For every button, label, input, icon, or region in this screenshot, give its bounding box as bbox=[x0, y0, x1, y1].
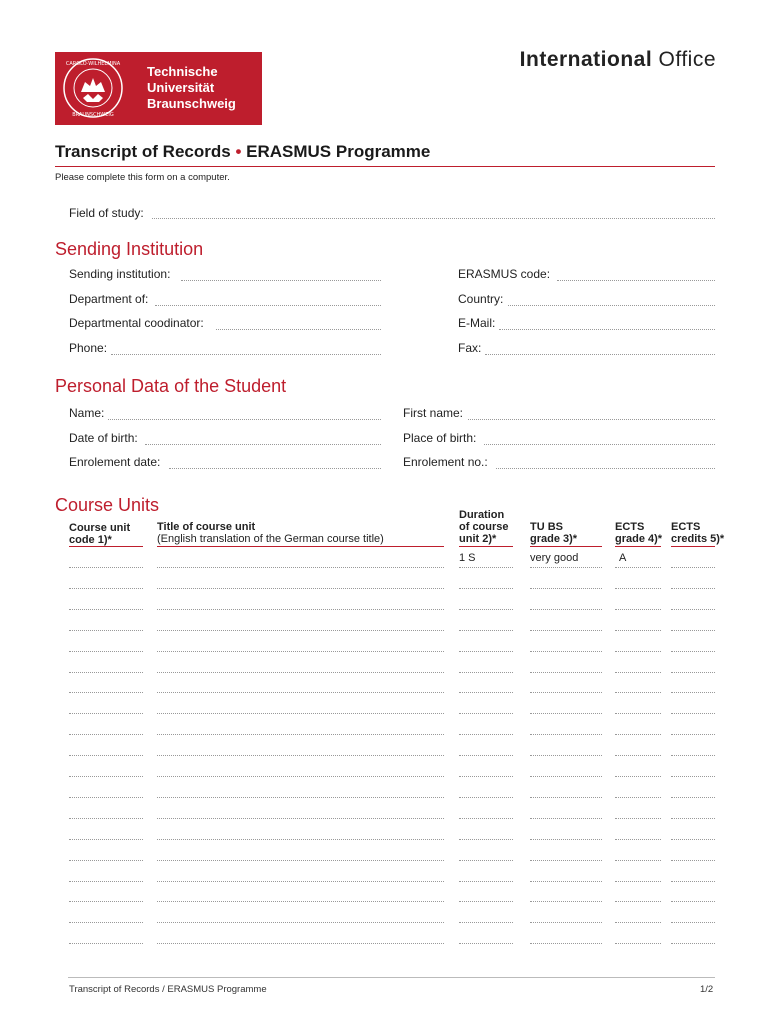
name-label: Name: bbox=[69, 406, 105, 420]
header-course-code bbox=[69, 522, 130, 546]
course-row-code-field[interactable] bbox=[69, 588, 143, 589]
course-row-ects-grade-field[interactable] bbox=[615, 881, 661, 882]
course-row-grade-field[interactable] bbox=[530, 797, 602, 798]
date-of-birth-field[interactable] bbox=[145, 444, 381, 445]
course-row-grade-field[interactable] bbox=[530, 901, 602, 902]
course-row-title-field[interactable] bbox=[157, 692, 444, 693]
course-row-credits-field[interactable] bbox=[671, 609, 715, 610]
course-row-ects-grade-field[interactable] bbox=[615, 734, 661, 735]
course-row-code-field[interactable] bbox=[69, 630, 143, 631]
header-rule bbox=[530, 546, 602, 547]
section-personal-data: Personal Data of the Student bbox=[55, 376, 287, 396]
course-row-code-field[interactable] bbox=[69, 860, 143, 861]
course-row-code-field[interactable] bbox=[69, 651, 143, 652]
department-field[interactable] bbox=[155, 305, 381, 306]
country-label: Country: bbox=[458, 292, 504, 306]
course-row-code-field[interactable] bbox=[69, 713, 143, 714]
course-row-code-field[interactable] bbox=[69, 776, 143, 777]
footer-left: Transcript of Records / ERASMUS Programme bbox=[69, 984, 267, 995]
header-rule bbox=[459, 546, 513, 547]
header-rule bbox=[157, 546, 444, 547]
course-row-credits-field[interactable] bbox=[671, 734, 715, 735]
course-row-title-field[interactable] bbox=[157, 567, 444, 568]
course-row-credits-field[interactable] bbox=[671, 755, 715, 756]
course-row-grade-field[interactable] bbox=[530, 943, 602, 944]
course-row-duration-field[interactable] bbox=[459, 713, 513, 714]
course-row-ects-grade-field[interactable] bbox=[615, 692, 661, 693]
course-row-ects-grade-field[interactable] bbox=[615, 860, 661, 861]
course-row-title-field[interactable] bbox=[157, 860, 444, 861]
row1-ects-grade[interactable]: A bbox=[619, 552, 627, 564]
course-row-title-field[interactable] bbox=[157, 922, 444, 923]
course-row-title-field[interactable] bbox=[157, 776, 444, 777]
course-row-title-field[interactable] bbox=[157, 755, 444, 756]
course-row-duration-field[interactable] bbox=[459, 839, 513, 840]
title-bullet: • bbox=[235, 142, 242, 161]
course-row-credits-field[interactable] bbox=[671, 713, 715, 714]
header-line: ECTS bbox=[615, 521, 645, 533]
course-row-ects-grade-field[interactable] bbox=[615, 651, 661, 652]
course-row-duration-field[interactable] bbox=[459, 588, 513, 589]
course-row-duration-field[interactable] bbox=[459, 943, 513, 944]
section-sending-institution: Sending Institution bbox=[55, 239, 204, 259]
name-field[interactable] bbox=[108, 419, 381, 420]
course-row-credits-field[interactable] bbox=[671, 651, 715, 652]
title-part2: ERASMUS Programme bbox=[246, 142, 431, 161]
course-row-ects-grade-field[interactable] bbox=[615, 755, 661, 756]
logo-wordmark bbox=[147, 64, 236, 112]
header-rule bbox=[671, 546, 715, 547]
course-row-code-field[interactable] bbox=[69, 567, 143, 568]
course-row-ects-grade-field[interactable] bbox=[615, 839, 661, 840]
header-rule bbox=[69, 546, 143, 547]
course-row-grade-field[interactable] bbox=[530, 588, 602, 589]
logo-line: Technische bbox=[147, 64, 218, 79]
place-of-birth-field[interactable] bbox=[484, 444, 715, 445]
course-row-ects-grade-field[interactable] bbox=[615, 797, 661, 798]
row1-grade[interactable]: very good bbox=[530, 552, 579, 564]
sending-institution-label: Sending institution: bbox=[69, 267, 171, 281]
enrolment-no-field[interactable] bbox=[496, 468, 715, 469]
header-ects-grade bbox=[615, 521, 662, 545]
enrolment-date-field[interactable] bbox=[169, 468, 381, 469]
course-row-grade-field[interactable] bbox=[530, 672, 602, 673]
course-row-duration-field[interactable] bbox=[459, 860, 513, 861]
header-line: ECTS bbox=[671, 521, 701, 533]
course-row-code-field[interactable] bbox=[69, 839, 143, 840]
course-row-ects-grade-field[interactable] bbox=[615, 943, 661, 944]
course-row-grade-field[interactable] bbox=[530, 630, 602, 631]
email-label: E-Mail: bbox=[458, 316, 496, 330]
course-row-grade-field[interactable] bbox=[530, 839, 602, 840]
header-rule bbox=[615, 546, 661, 547]
instruction-text: Please complete this form on a computer. bbox=[55, 172, 230, 183]
email-field[interactable] bbox=[499, 329, 715, 330]
course-row-code-field[interactable] bbox=[69, 943, 143, 944]
course-row-title-field[interactable] bbox=[157, 651, 444, 652]
header-line: unit 2)* bbox=[459, 533, 497, 545]
course-row-duration-field[interactable] bbox=[459, 692, 513, 693]
course-row-ects-grade-field[interactable] bbox=[615, 588, 661, 589]
course-row-duration-field[interactable] bbox=[459, 922, 513, 923]
course-row-title-field[interactable] bbox=[157, 901, 444, 902]
course-row-ects-grade-field[interactable] bbox=[615, 672, 661, 673]
course-row-credits-field[interactable] bbox=[671, 672, 715, 673]
course-row-grade-field[interactable] bbox=[530, 922, 602, 923]
title-part1: Transcript of Records bbox=[55, 142, 231, 161]
header-line: credits 5)* bbox=[671, 533, 725, 545]
department-label: Department of: bbox=[69, 292, 149, 306]
course-row-duration-field[interactable] bbox=[459, 776, 513, 777]
fax-field[interactable] bbox=[485, 354, 715, 355]
course-row-ects-grade-field[interactable] bbox=[615, 609, 661, 610]
course-row-title-field[interactable] bbox=[157, 609, 444, 610]
course-row-credits-field[interactable] bbox=[671, 818, 715, 819]
course-row-ects-grade-field[interactable] bbox=[615, 901, 661, 902]
course-row-grade-field[interactable] bbox=[530, 734, 602, 735]
header-line: TU BS bbox=[530, 521, 563, 533]
header-ects-credits bbox=[671, 521, 724, 545]
course-row-credits-field[interactable] bbox=[671, 630, 715, 631]
section-course-units: Course Units bbox=[55, 495, 160, 515]
page-number: 1/2 bbox=[700, 984, 714, 995]
coordinator-field[interactable] bbox=[216, 329, 381, 330]
course-row-credits-field[interactable] bbox=[671, 588, 715, 589]
course-row-title-field[interactable] bbox=[157, 713, 444, 714]
header-course-title bbox=[157, 521, 384, 545]
course-row-code-field[interactable] bbox=[69, 797, 143, 798]
course-row-duration-field[interactable] bbox=[459, 818, 513, 819]
course-row-grade-field[interactable] bbox=[530, 818, 602, 819]
row1-duration[interactable]: 1 S bbox=[459, 552, 476, 564]
first-name-label: First name: bbox=[403, 406, 464, 420]
course-row-title-field[interactable] bbox=[157, 881, 444, 882]
sending-institution-field[interactable] bbox=[181, 280, 381, 281]
course-row-code-field[interactable] bbox=[69, 609, 143, 610]
enrolment-no-label: Enrolement no.: bbox=[403, 455, 488, 469]
course-row-code-field[interactable] bbox=[69, 922, 143, 923]
course-row-grade-field[interactable] bbox=[530, 860, 602, 861]
course-row-duration-field[interactable] bbox=[459, 567, 513, 568]
course-row-grade-field[interactable] bbox=[530, 776, 602, 777]
svg-text:BRAUNSCHWEIG: BRAUNSCHWEIG bbox=[72, 112, 114, 118]
fax-label: Fax: bbox=[458, 341, 482, 355]
footer-divider bbox=[68, 977, 715, 978]
field-of-study-label: Field of study: bbox=[69, 206, 144, 220]
international-office-heading bbox=[520, 48, 716, 72]
title-divider bbox=[55, 166, 715, 167]
course-row-code-field[interactable] bbox=[69, 818, 143, 819]
course-row-code-field[interactable] bbox=[69, 881, 143, 882]
course-row-duration-field[interactable] bbox=[459, 609, 513, 610]
course-row-title-field[interactable] bbox=[157, 630, 444, 631]
coordinator-label: Departmental coodinator: bbox=[69, 316, 204, 330]
course-row-duration-field[interactable] bbox=[459, 651, 513, 652]
course-row-ects-grade-field[interactable] bbox=[615, 630, 661, 631]
course-row-code-field[interactable] bbox=[69, 734, 143, 735]
course-row-duration-field[interactable] bbox=[459, 672, 513, 673]
logo-line: Universität bbox=[147, 80, 215, 95]
course-row-code-field[interactable] bbox=[69, 755, 143, 756]
header-line: Duration bbox=[459, 509, 505, 521]
header-line: of course bbox=[459, 521, 509, 533]
date-of-birth-label: Date of birth: bbox=[69, 431, 138, 445]
course-row-ects-grade-field[interactable] bbox=[615, 922, 661, 923]
field-of-study-field[interactable] bbox=[152, 218, 715, 219]
course-row-duration-field[interactable] bbox=[459, 901, 513, 902]
course-row-credits-field[interactable] bbox=[671, 881, 715, 882]
office-bold: International bbox=[519, 48, 653, 71]
phone-field[interactable] bbox=[111, 354, 381, 355]
country-field[interactable] bbox=[508, 305, 715, 306]
course-row-duration-field[interactable] bbox=[459, 734, 513, 735]
course-row-code-field[interactable] bbox=[69, 901, 143, 902]
course-row-credits-field[interactable] bbox=[671, 860, 715, 861]
course-row-code-field[interactable] bbox=[69, 692, 143, 693]
header-tu-grade bbox=[530, 521, 577, 545]
course-row-grade-field[interactable] bbox=[530, 755, 602, 756]
course-row-credits-field[interactable] bbox=[671, 922, 715, 923]
course-row-duration-field[interactable] bbox=[459, 755, 513, 756]
course-row-duration-field[interactable] bbox=[459, 630, 513, 631]
course-row-duration-field[interactable] bbox=[459, 797, 513, 798]
header-line: code 1)* bbox=[69, 534, 112, 546]
first-name-field[interactable] bbox=[468, 419, 715, 420]
course-row-ects-grade-field[interactable] bbox=[615, 818, 661, 819]
course-row-title-field[interactable] bbox=[157, 672, 444, 673]
place-of-birth-label: Place of birth: bbox=[403, 431, 477, 445]
header-line: grade 3)* bbox=[530, 533, 578, 545]
document-title bbox=[55, 142, 430, 162]
course-row-code-field[interactable] bbox=[69, 672, 143, 673]
course-row-grade-field[interactable] bbox=[530, 692, 602, 693]
header-line: (English translation of the German course title) bbox=[157, 533, 384, 545]
course-row-credits-field[interactable] bbox=[671, 692, 715, 693]
svg-text:CAROLO·WILHELMINA: CAROLO·WILHELMINA bbox=[65, 61, 121, 67]
course-row-credits-field[interactable] bbox=[671, 797, 715, 798]
course-row-credits-field[interactable] bbox=[671, 839, 715, 840]
course-row-title-field[interactable] bbox=[157, 818, 444, 819]
course-row-title-field[interactable] bbox=[157, 797, 444, 798]
university-seal-icon bbox=[61, 56, 125, 120]
erasmus-code-field[interactable] bbox=[557, 280, 715, 281]
course-row-ects-grade-field[interactable] bbox=[615, 776, 661, 777]
header-line: Course unit bbox=[69, 522, 131, 534]
course-row-grade-field[interactable] bbox=[530, 713, 602, 714]
course-row-grade-field[interactable] bbox=[530, 609, 602, 610]
course-row-title-field[interactable] bbox=[157, 839, 444, 840]
logo-line: Braunschweig bbox=[147, 96, 236, 111]
course-row-grade-field[interactable] bbox=[530, 651, 602, 652]
course-row-title-field[interactable] bbox=[157, 943, 444, 944]
course-row-credits-field[interactable] bbox=[671, 567, 715, 568]
header-line: Title of course unit bbox=[157, 521, 256, 533]
enrolment-date-label: Enrolement date: bbox=[69, 455, 161, 469]
course-row-ects-grade-field[interactable] bbox=[615, 713, 661, 714]
phone-label: Phone: bbox=[69, 341, 108, 355]
course-row-title-field[interactable] bbox=[157, 588, 444, 589]
course-row-grade-field[interactable] bbox=[530, 567, 602, 568]
header-line: grade 4)* bbox=[615, 533, 663, 545]
course-row-title-field[interactable] bbox=[157, 734, 444, 735]
course-row-credits-field[interactable] bbox=[671, 901, 715, 902]
header-duration bbox=[459, 509, 509, 545]
course-row-credits-field[interactable] bbox=[671, 776, 715, 777]
office-light: Office bbox=[658, 48, 716, 71]
tu-braunschweig-logo bbox=[55, 52, 262, 125]
course-row-duration-field[interactable] bbox=[459, 881, 513, 882]
course-row-grade-field[interactable] bbox=[530, 881, 602, 882]
erasmus-code-label: ERASMUS code: bbox=[458, 267, 551, 281]
course-row-ects-grade-field[interactable] bbox=[615, 567, 661, 568]
course-row-credits-field[interactable] bbox=[671, 943, 715, 944]
